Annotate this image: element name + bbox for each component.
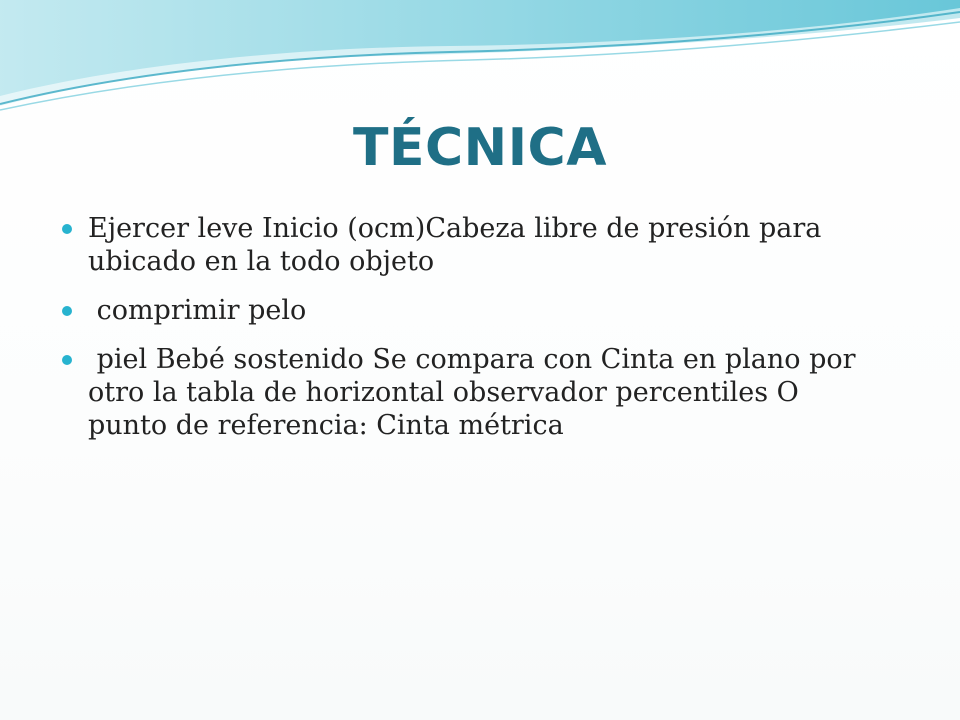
bullet-dot-icon	[62, 224, 72, 234]
bullet-dot-icon	[62, 306, 72, 316]
bullet-text: Ejercer leve Inicio (ocm)Cabeza libre de presión para ubicado en la todo objeto	[88, 213, 822, 277]
bullet-dot-icon	[62, 355, 72, 365]
bullet-list	[62, 212, 882, 458]
bullet-item	[62, 294, 882, 327]
decorative-wave-header	[0, 0, 960, 120]
bullet-item	[62, 343, 882, 442]
slide-title: TÉCNICA	[353, 118, 607, 178]
bullet-text: comprimir pelo	[88, 295, 307, 326]
bullet-text: piel Bebé sostenido Se compara con Cinta en plano por otro la tabla de horizontal observador percentiles O punto de referencia: Cinta métrica	[88, 344, 865, 441]
bullet-item	[62, 212, 882, 278]
